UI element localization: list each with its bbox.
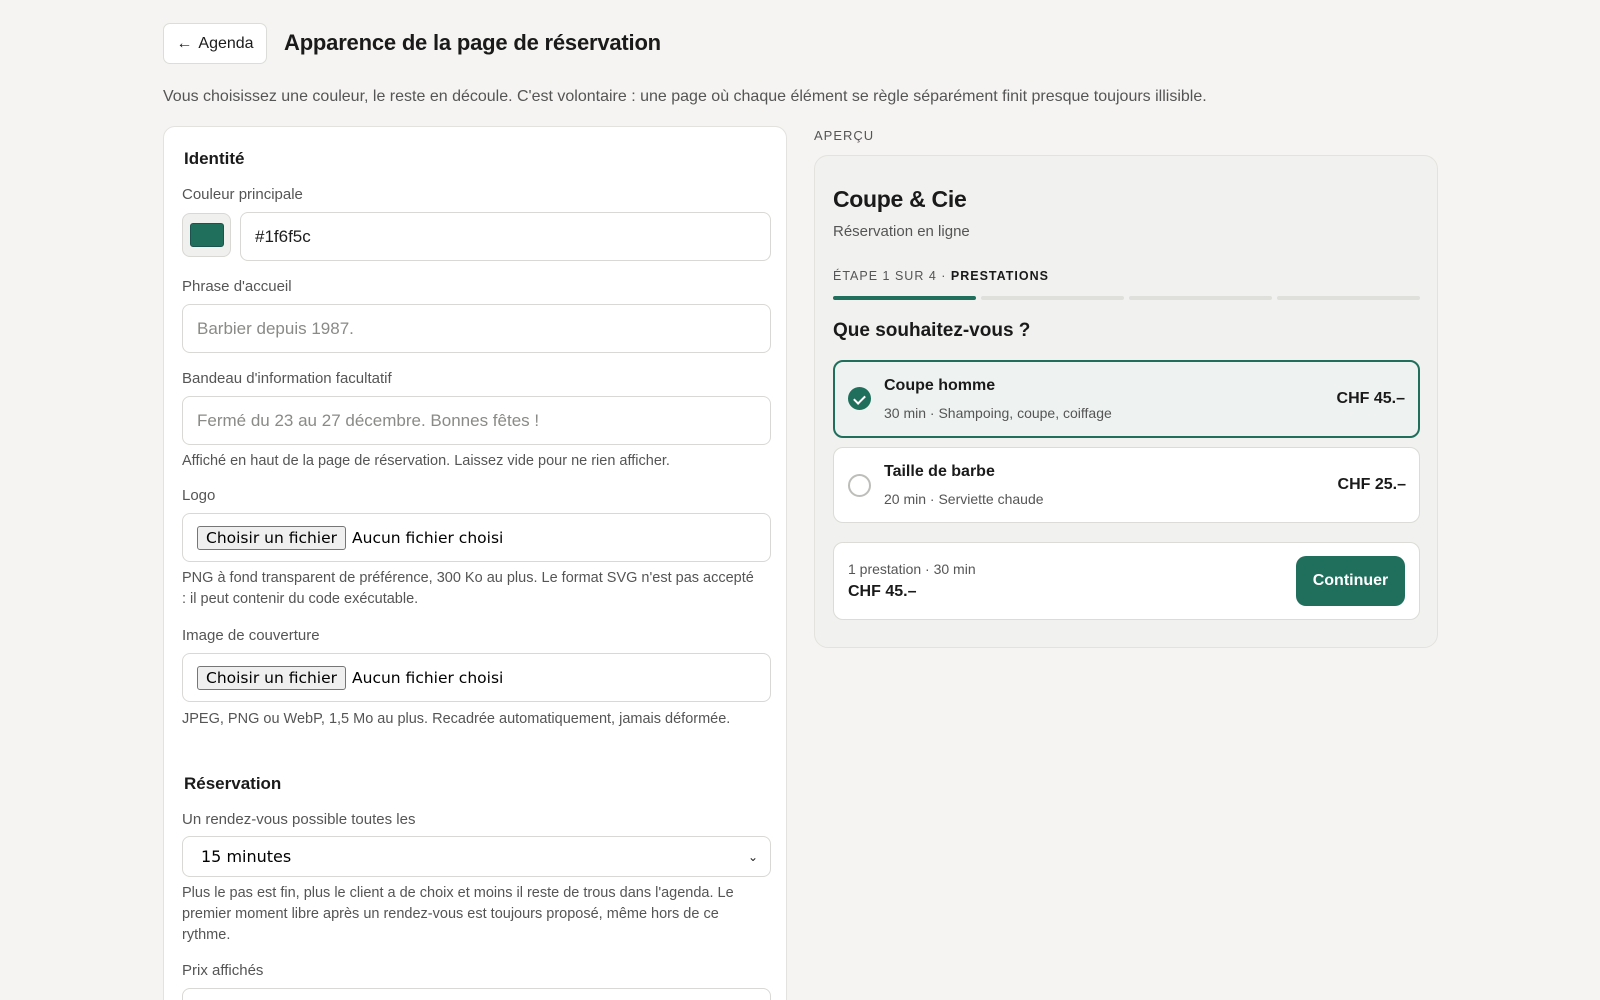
back-button-label: Agenda [198, 34, 254, 52]
cover-choose-file-button[interactable]: Choisir un fichier [197, 666, 346, 690]
logo-hint-line2: : il peut contenir du code exécutable. [182, 591, 419, 607]
interval-hint-line2: premier moment libre après un rendez-vous est toujours proposé, même hors de ce [182, 906, 719, 922]
shop-subtitle: Réservation en ligne [833, 223, 970, 240]
logo-choose-file-button[interactable]: Choisir un fichier [197, 526, 346, 550]
banner-input[interactable] [182, 396, 771, 445]
banner-label: Bandeau d'information facultatif [182, 370, 392, 387]
booking-summary [833, 542, 1420, 620]
interval-label: Un rendez-vous possible toutes les [182, 811, 416, 828]
progress-bar [833, 296, 1420, 300]
progress-segment [1129, 296, 1272, 300]
back-to-agenda-button[interactable] [163, 23, 267, 64]
color-swatch [190, 223, 224, 247]
welcome-label: Phrase d'accueil [182, 278, 292, 295]
color-hex-input[interactable] [240, 212, 771, 261]
interval-hint-line3: rythme. [182, 927, 231, 943]
continue-button[interactable]: Continuer [1296, 556, 1405, 606]
service-option-coupe-homme[interactable] [833, 360, 1420, 438]
interval-select[interactable] [182, 836, 771, 877]
welcome-input[interactable] [182, 304, 771, 353]
cover-label: Image de couverture [182, 627, 320, 644]
section-title-identity: Identité [184, 149, 245, 168]
color-hex-value: #1f6f5c [255, 226, 311, 246]
intro-text: Vous choisissez une couleur, le reste en découle. C'est volontaire : une page où chaque élément se règle séparément finit presque toujours illisible. [163, 88, 1207, 105]
service-price: CHF 45.– [1336, 390, 1405, 407]
service-desc: 20 min · Serviette chaude [884, 491, 1044, 507]
logo-hint-line1: PNG à fond transparent de préférence, 300 Ko au plus. Le format SVG n'est pas accepté [182, 570, 754, 586]
settings-form-card [163, 126, 787, 1000]
logo-label: Logo [182, 487, 216, 504]
cover-hint: JPEG, PNG ou WebP, 1,5 Mo au plus. Recadrée automatiquement, jamais déformée. [182, 711, 731, 727]
shop-name: Coupe & Cie [833, 186, 967, 212]
interval-selected-value: 15 minutes [201, 847, 292, 866]
arrow-left-icon: ← [176, 34, 193, 52]
preview-card [814, 155, 1438, 648]
cover-file-status: Aucun fichier choisi [352, 668, 504, 687]
progress-segment [833, 296, 976, 300]
preview-question: Que souhaitez-vous ? [833, 320, 1031, 341]
page-title: Apparence de la page de réservation [284, 30, 661, 55]
preview-label: APERÇU [814, 128, 875, 143]
service-option-taille-barbe[interactable] [833, 447, 1420, 523]
step-prefix: ÉTAPE 1 SUR 4 · [833, 269, 951, 283]
service-name: Taille de barbe [884, 463, 995, 480]
service-desc: 30 min · Shampoing, coupe, coiffage [884, 405, 1112, 421]
logo-file-status: Aucun fichier choisi [352, 528, 504, 547]
interval-hint-line1: Plus le pas est fin, plus le client a de choix et moins il reste de trous dans l'agenda. Le [182, 885, 734, 901]
color-picker[interactable] [182, 213, 231, 257]
banner-hint: Affiché en haut de la page de réservation. Laissez vide pour ne rien afficher. [182, 453, 670, 469]
banner-placeholder: Fermé du 23 au 27 décembre. Bonnes fêtes ! [197, 410, 540, 430]
progress-segment [1277, 296, 1420, 300]
welcome-placeholder: Barbier depuis 1987. [197, 318, 354, 338]
logo-file-input[interactable] [182, 513, 771, 562]
step-name: PRESTATIONS [950, 269, 1049, 283]
summary-meta: 1 prestation · 30 min [848, 561, 976, 577]
prices-label: Prix affichés [182, 962, 264, 979]
radio-unchecked-icon [848, 474, 871, 497]
summary-total: CHF 45.– [848, 583, 917, 600]
service-name: Coupe homme [884, 377, 996, 394]
cover-file-input[interactable] [182, 653, 771, 702]
section-title-booking: Réservation [184, 774, 282, 793]
step-indicator [833, 269, 1049, 283]
color-label: Couleur principale [182, 186, 303, 203]
service-price: CHF 25.– [1337, 476, 1406, 493]
radio-checked-icon [848, 387, 871, 410]
progress-segment [981, 296, 1124, 300]
prices-select[interactable] [182, 988, 771, 1000]
chevron-down-icon: ⌄ [747, 849, 758, 864]
